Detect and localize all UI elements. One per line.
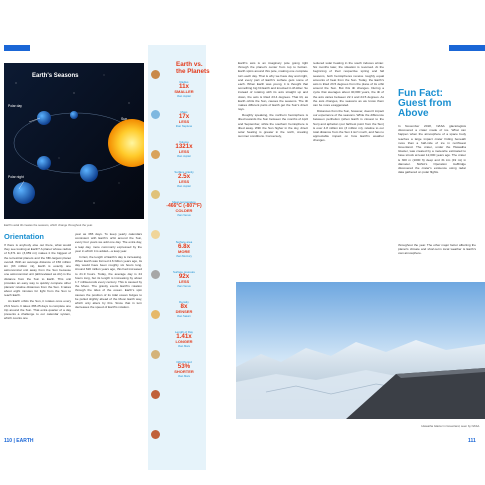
sidebar-item: Mass 17x LESS than Neptune [175,110,193,128]
planet-icon [151,110,160,119]
planet-icon [151,150,160,159]
footer-separator: | [13,438,17,444]
paragraph: In fact, the length of Earth's day is increasing. When Earth was formed 4.6 billion years ago, its day would have been roughly six hours long. Around 620 million years ago, this had increased to 21.9 hours. Today, the average day is 24 hours long, but its length is increasing by about 1.7 milliseconds every century. This is caused by the Moon. The gravity exerts Earth's rotation through the tides of the ocean. Earth's spin causes the position of its tidal ocean bulges to be pulled slightly ahead of the Moon Earth way, which only alters by this. Since that in turn decreases the speed of Earth's rotation. [75,254,142,310]
sun-label: Sun [121,117,128,121]
footer-right [468,438,476,444]
fun-fact-title-line1: Fun Fact: [398,88,443,99]
sidebar-item: Surface area 6.8x MORE than Mercury [175,240,193,258]
earth-icon [13,182,35,204]
seasons-col4 [238,61,308,140]
earth-icon [80,164,98,182]
glacier-photo-graphic [236,282,485,419]
sidebar-title [176,62,210,75]
paragraph: year as 365 days. To keep yearly calendars consistent with Earth's orbit around the Sun, every four years we add one day. The extra day, a leap day, more commonly expressed by the year in which it is added—a leap year. [75,232,142,253]
planet-icon [151,430,160,439]
earth-icon [37,111,51,125]
diagram-title: Earth's Seasons [32,73,79,79]
orientation-heading: Orientation [4,232,45,241]
diagram-caption: Earth's axial tilt creates the seasons, which change throughout the year. [4,223,93,227]
page-number-right: 111 [468,438,476,444]
section-name: EARTH [16,438,34,444]
sidebar-item: Density 8x DENSER than Saturn [175,300,193,318]
polar-night-label: Polar night [8,175,24,179]
paragraph: throughout the year. The other major factor affecting the planet's climate and short-term local weather is Earth's own atmosphere. [398,243,476,256]
sidebar-item: Mean temperature -466°C (-807°F) COLDER than Venus [166,200,202,217]
planet-icon [151,70,160,79]
photo-caption: Hiawatha Glacier in Greenland, seen by NASA. [421,424,480,428]
planet-icon-strip [151,70,162,439]
sidebar-item: Volume 1321x LESS than Jupiter [175,140,193,158]
sidebar-item: Surface pressure 92x LESS than Venus [172,270,195,288]
planet-icon [151,350,160,359]
top-bar-left [4,45,30,51]
polar-day-label: Polar day [8,104,22,108]
paragraph: As Earth orbits the Sun, it rotates once every 23.9 hours. It takes 365.25 days to complete one trip around the Sun. That extra quarter of a day presents a challenge to our calendar system, which counts one [4,299,71,321]
fun-fact-title-line2: Guest from [398,98,452,109]
top-bar-right [449,45,485,51]
earth-icon [70,111,78,119]
fun-fact-continuation [398,243,476,257]
fun-fact-title [398,89,482,119]
paragraph: If there is anybody else out there, what would they see looking at Earth? A planet whose radius of 6,371 km (3,959 mi) makes it the biggest of the terrestrial planets and the fifth-largest planet overall. With an average distance of 150 million km (93 million mi), Earth is exactly one astronomical unit away from the Sun because one astronomical unit (abbreviated as AU) is the distance from the Sun to Earth. This unit provides an easy way to quickly compare other planets' relative distances from the Sun. It takes about eight minutes for light from the Sun to reach Earth. [4,243,71,298]
paragraph: Distances from the Sun, however, doesn't impact our experience of the seasons. While the difference between perihelion (when Earth is closest to the Sun) and aphelion (our farthest point from the Sun) is over 4.8 million km (3 million mi), relative to our total distance from the Sun it isn't much, and has no appreciable impact on how Earth's weather changes. [313,109,384,143]
sidebar-item: Surface gravity 2.5x LESS than Jupiter [174,170,194,188]
fun-fact-text [398,124,466,176]
seasons-col5 [313,61,384,144]
planet-icon [151,310,160,319]
sidebar-item: Radius 11x SMALLER than Jupiter [174,80,194,98]
sidebar-title-line1: Earth vs. [176,61,203,68]
earth-icon [37,156,51,170]
planet-icon [151,270,160,279]
fun-fact-title-line3: Above [398,108,429,119]
footer-left [4,438,34,444]
orientation-col2 [75,232,142,311]
paragraph: In November 2018, NASA glaciologists discovered a crater made of ice. What can happen when the atmosphere of a space body reaches a large impact crater hiding beneath more than a half-mile of ice in northwest Greenland. The crater, under the Hiawatha Glacier, was created by a meteorite estimated to have struck at least 12,000 years ago. The crater is 300 m (1000 ft) deep and 31 km (19 mi) in diameter. NASA's Operation IceBridge discovered the crater's existence using radar data gathered on polar flights. [398,124,466,175]
sidebar-title-line2: the Planets [176,67,210,75]
seasons-diagram-graphic [4,63,144,219]
orientation-col1 [4,243,71,322]
paragraph: Earth's axis is an imaginary pole going right through the planet's center from top to bottom. Earth spins around this pole, making one complete turn each day. That is why we have day and night, and every part of Earth's surface gets some of each. When Earth was young, it is thought that something big hit Earth and knocked it off-kilter. So instead of rotating with its axis straight up and down, the axis is tilted 23.4 degrees. That tilt, as Earth orbits the Sun, causes the seasons. The tilt makes different parts of Earth get the Sun's direct rays. [238,61,308,112]
planet-icon [151,230,160,239]
planet-icon [151,390,160,399]
glacier-photo [236,282,485,419]
sidebar-list [164,80,204,390]
paragraph: reduced solar heating in the south induces winter. Six months later, the situation is reversed. At the beginning of their respective spring and fall seasons, both hemispheres receive roughly equal amounts of heat from the Sun. Today, the Earth's axis is tilted 23.5 degrees from the plane of its orbit around the Sun. But this tilt changes. During a cycle that averages about 40,000 years, the tilt of the axis varies between 22.1 and 24.5 degrees. As the axis changes, the seasons as we know them can be more exaggerated. [313,61,384,108]
planets-sidebar [148,45,210,470]
paragraph: Roughly speaking, the northern hemisphere is tilted towards the Sun between the months of April and September, while the southern hemisphere is tilted away. With the Sun higher in the sky, direct solar heating is greater in the north, creating summer conditions. Conversely, [238,113,308,139]
planet-icon [151,190,160,199]
page-number-left: 110 [4,438,13,444]
seasons-diagram [4,63,144,219]
sidebar-item: Length of Day 1.41x LONGER than Mars [175,330,193,348]
sidebar-item: Orbit Period 53% SHORTER than Mars [174,360,194,378]
